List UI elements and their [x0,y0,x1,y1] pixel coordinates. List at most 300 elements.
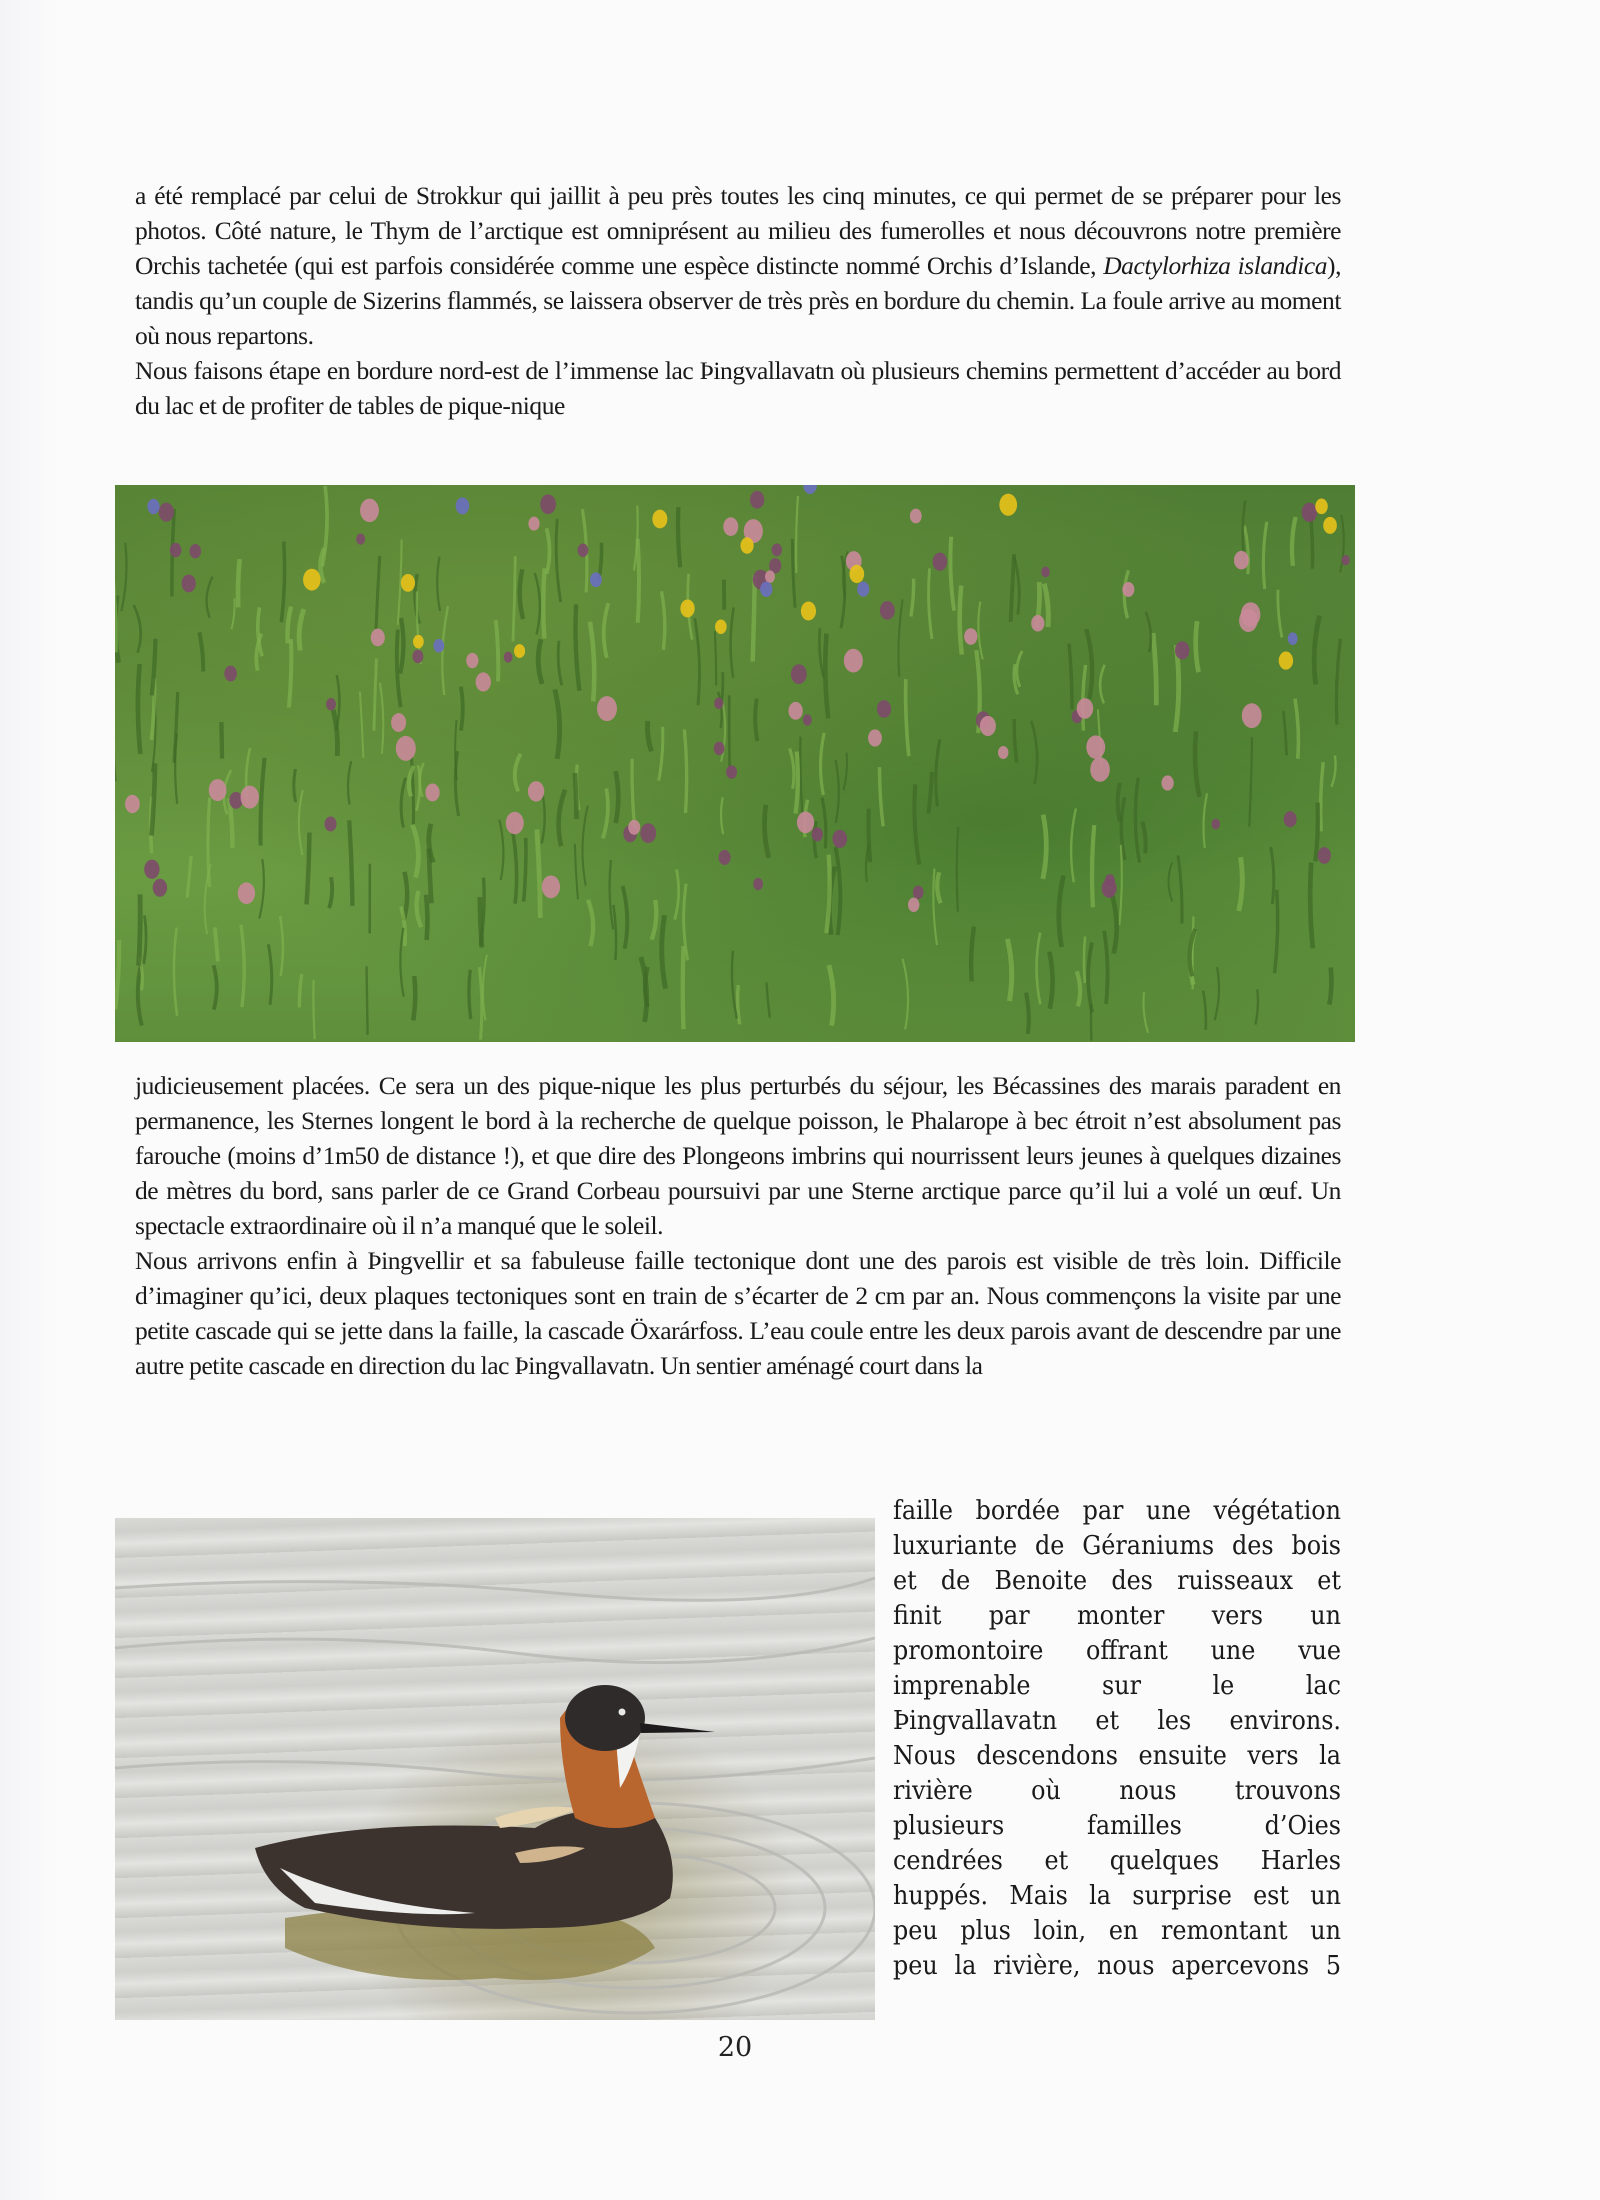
foliage-stroke [208,798,210,887]
word: le [1212,1670,1235,1701]
flower-purple [325,816,337,831]
word: les [1157,1705,1192,1736]
foliage-stroke [538,639,542,684]
foliage-stroke [221,722,222,759]
flower-yellow [1279,652,1293,670]
foliage-stroke [417,891,422,927]
flower-purple [182,575,196,593]
flower-pink [723,517,738,536]
flower-yellow [715,620,727,634]
foliage-stroke [461,687,463,731]
foliage-stroke [792,539,795,608]
foliage-stroke [868,809,870,862]
word: quelques [1109,1845,1220,1876]
word: la [954,1950,977,1981]
foliage-stroke [520,569,523,619]
foliage-stroke [1153,633,1156,705]
foliage-stroke [1077,971,1080,1006]
flower-purple [1041,567,1050,578]
flower-purple [224,666,237,682]
flower-blue [1288,632,1298,645]
bird-eye [619,1709,626,1716]
foliage-stroke [1283,711,1286,755]
word: lac [1305,1670,1341,1701]
word: surprise [1132,1880,1232,1911]
foliage-stroke [1011,554,1014,622]
foliage-stroke [144,915,146,964]
foliage-stroke [313,980,314,1039]
word: imprenable [893,1670,1031,1701]
word: vers [1211,1600,1263,1631]
flower-pink [371,629,385,647]
flower-pink [241,786,259,809]
foliage-stroke [950,537,954,611]
word: familles [1087,1810,1182,1841]
foliage-stroke [499,820,503,880]
word: finit [893,1600,942,1631]
foliage-stroke [1086,629,1092,699]
side-text-line [893,1563,1341,1598]
foliage-stroke [455,720,457,780]
foliage-stroke [412,825,418,878]
bird-head [565,1685,645,1751]
foliage-stroke [469,970,471,1019]
flower-pink [1242,703,1262,728]
foliage-stroke [376,556,380,629]
foliage-stroke [825,634,828,719]
foliage-stroke [543,568,544,638]
phalarope-photo [115,1518,875,2020]
word: offrant [1086,1635,1168,1666]
foliage-stroke [187,856,191,898]
foliage-stroke [575,844,578,899]
foliage-stroke [1071,808,1076,882]
flower-purple [753,878,763,890]
foliage-stroke [289,639,291,708]
foliage-stroke [559,790,565,846]
foliage-stroke [238,559,240,607]
flower-pink [238,882,255,904]
flower-purple [750,491,764,509]
word: par [1082,1495,1124,1526]
side-text-line [893,1738,1341,1773]
foliage-stroke [199,632,203,671]
word: promontoire [893,1635,1044,1666]
flower-yellow [801,602,816,621]
flower-purple [714,698,723,709]
foliage-stroke [1332,756,1336,787]
flower-pink [628,820,640,835]
word: de [940,1565,971,1596]
flower-yellow [1323,517,1337,534]
foliage-stroke [732,951,737,1019]
flower-purple [772,543,782,556]
foliage-stroke [1037,933,1041,1005]
foliage-stroke [294,769,296,802]
flower-blue [590,572,602,587]
paragraph-thingvallavatn [135,353,1341,423]
side-text-line [893,1598,1341,1633]
word: Harles [1260,1845,1341,1876]
word: bois [1291,1530,1341,1561]
word: luxuriante [893,1530,1018,1561]
word: loin, [1033,1915,1087,1946]
foliage-stroke [971,927,974,982]
foliage-stroke [546,528,549,574]
flower-pink [1090,757,1110,782]
flower-pink [1234,551,1249,570]
flower-pink [396,736,416,761]
flower-purple [1302,503,1317,522]
foliage-stroke [1017,651,1022,687]
foliage-stroke [1239,857,1243,911]
foliage-stroke [1014,719,1016,763]
side-text-line [893,1633,1341,1668]
foliage-stroke [329,877,332,908]
foliage-stroke [333,710,337,756]
flower-purple [326,698,336,710]
flower-purple [153,879,167,897]
flower-purple [504,652,513,663]
foliage-stroke [647,721,651,751]
word: un [1310,1915,1341,1946]
foliage-stroke [1278,590,1282,638]
flower-yellow [849,565,864,583]
foliage-stroke [322,486,327,566]
word: Benoite [994,1565,1088,1596]
paragraph-text: judicieusement placées. Ce sera un des pique-nique les plus perturbés du séjour, les Bécassines des marais paradent en permanence, les Sternes longent le bord à la recherche de quelque poisson, le Phalarope à bec étroit n’est absolument pas farouche (moins d’1m50 de distance !), et que dire des Plongeons imbrins qui nourrissent leurs jeunes à quelques dizaines de mètres du bord, sans parler de ce Grand Corbeau poursuivi par une Sterne arctique parce qu’il lui a volé un œuf. Un spectacle extraordinaire où il n’a manqué que le soleil. [135,1071,1341,1240]
foliage-stroke [1314,616,1319,685]
foliage-stroke [731,608,734,678]
foliage-stroke [360,692,363,758]
foliage-stroke [1336,639,1340,725]
foliage-stroke [511,824,516,903]
foliage-stroke [843,753,847,791]
foliage-stroke [413,976,415,1020]
flower-purple [812,827,823,841]
foliage-stroke [1059,876,1064,948]
flower-pink [597,696,617,721]
foliage-stroke [555,689,560,758]
flower-purple [913,886,924,899]
foliage-stroke [1175,645,1178,732]
side-paragraph [893,1493,1341,1983]
paragraph-text-continued: ), tandis qu’un couple de Sizerins flammés, se laissera observer de très près en bordure du chemin. La foule arrive au moment où nous repartons. [135,251,1342,350]
foliage-stroke [800,737,802,813]
flower-purple [170,543,182,557]
paragraph-text: Nous faisons étape en bordure nord-est de l’immense lac Þingvallavatn où plusieurs chemins permettent d’accéder au bord du lac et de profiter de tables de pique-nique [135,356,1341,420]
foliage-stroke [175,733,177,803]
flower-purple [1102,879,1117,898]
foliage-stroke [151,763,155,835]
foliage-stroke [515,754,521,792]
flower-purple [880,601,895,620]
foliage-stroke [715,631,716,685]
foliage-stroke [121,543,126,611]
flower-purple [933,553,948,571]
page-number: 20 [717,2032,753,2063]
foliage-stroke [138,664,140,754]
foliage-stroke [401,778,405,828]
text-block-middle [135,1068,1341,1383]
foliage-stroke [766,982,769,1017]
foliage-stroke [496,620,499,681]
foliage-stroke [1295,699,1298,759]
word: environs. [1229,1705,1341,1736]
flower-purple [540,494,556,514]
foliage-stroke [1069,644,1072,710]
foliage-stroke [1310,514,1312,569]
foliage-stroke [299,790,303,855]
word: monter [1077,1600,1165,1631]
foliage-stroke [535,573,540,634]
foliage-stroke [400,618,403,674]
word: Nous [893,1740,956,1771]
foliage-stroke [299,609,304,650]
foliage-stroke [576,604,580,690]
foliage-stroke [1255,989,1258,1024]
foliage-stroke [835,760,838,823]
flower-yellow [740,537,753,553]
foliage-stroke [1031,721,1037,784]
foliage-stroke [613,905,616,960]
flower-pink [528,781,544,801]
foliage-stroke [675,869,679,919]
word: où [1031,1775,1061,1806]
paragraph-text: Nous arrivons enfin à Þingvellir et sa fabuleuse faille tectonique dont une des parois est visible de très loin. Difficile d’imaginer qu’ici, deux plaques tectoniques sont en train de s’écarter de 2 cm par an. Nous commençons la visite par une petite cascade qui se jette dans la faille, la cascade Öxarárfoss. L’eau coule entre les deux parois avant de descendre par une autre petite cascade en direction du lac Þingvallavatn. Un sentier aménagé court dans la [135,1246,1341,1380]
flower-pink [425,784,439,802]
flower-blue [760,582,772,597]
word: la [1319,1740,1341,1771]
foliage-stroke [1026,993,1029,1034]
flower-purple [356,533,365,544]
flower-pink [466,653,478,668]
flower-pink [1086,735,1105,759]
foliage-stroke [604,603,609,658]
word: par [988,1600,1030,1631]
foliage-stroke [929,772,933,813]
foliage-stroke [374,659,377,731]
flower-pink [391,713,406,732]
side-text-line [893,1703,1341,1738]
word: rivière, [993,1950,1081,1981]
text-block-top [135,178,1341,423]
foliage-stroke [914,784,919,864]
foliage-stroke [437,557,440,611]
word: faille [893,1495,954,1526]
foliage-stroke [957,827,958,912]
foliage-stroke [937,872,940,903]
flower-purple [1342,555,1350,565]
flower-purple [877,700,891,718]
flower-pink [788,702,802,720]
foliage-stroke [1146,612,1151,652]
foliage-stroke [349,820,352,906]
flower-pink [964,628,977,645]
species-latin-name: Dactylorhiza islandica [1103,251,1328,280]
word: huppés. [893,1880,989,1911]
flower-purple [189,544,200,558]
foliage-stroke [721,797,723,834]
foliage-stroke [232,598,235,629]
flower-purple [832,830,847,848]
foliage-stroke [1135,778,1139,863]
flower-purple [1175,641,1189,659]
foliage-stroke [1092,825,1094,907]
foliage-stroke [588,900,593,946]
flower-pink [765,570,775,583]
word: cendrées [893,1845,1003,1876]
side-text-line [893,1843,1341,1878]
foliage-stroke [241,925,244,1007]
foliage-stroke [929,568,932,639]
foliage-stroke [978,602,982,660]
flower-purple [412,650,423,664]
foliage-stroke [1084,937,1085,983]
foliage-stroke [1088,942,1092,1012]
word: descendons [976,1740,1118,1771]
foliage-stroke [558,641,562,686]
flower-pink [542,875,560,898]
flower-pink [1031,615,1044,632]
flower-purple [144,860,159,879]
flower-pink [476,672,491,691]
foliage-stroke [1271,847,1274,904]
foliage-stroke [678,507,680,567]
word: plusieurs [893,1810,1005,1841]
word: bordée [975,1495,1061,1526]
foliage-stroke [537,829,540,917]
word: d’Oies [1264,1810,1341,1841]
foliage-stroke [1292,517,1296,566]
foliage-stroke [380,683,383,754]
foliage-stroke [426,895,427,940]
foliage-stroke [268,944,271,1004]
page-edge-shadow [0,0,60,2200]
foliage-stroke [1310,863,1313,949]
foliage-stroke [1275,890,1278,973]
foliage-stroke [1110,890,1116,954]
flower-blue [433,639,444,653]
foliage-stroke [638,539,639,623]
word: un [1310,1600,1341,1631]
foliage-stroke [134,605,141,653]
foliage-stroke [1195,732,1199,797]
flower-yellow [514,644,525,658]
flower-purple [640,823,656,843]
foliage-stroke [826,855,829,934]
word: est [1253,1880,1289,1911]
flower-pink [998,746,1008,759]
foliage-stroke [287,606,291,643]
foliage-stroke [575,773,577,819]
foliage-stroke [632,759,635,829]
flower-pink [980,716,996,736]
foliage-stroke [652,900,657,940]
flower-yellow [652,510,667,529]
foliage-stroke [1315,803,1318,862]
foliage-stroke [1203,991,1206,1030]
flower-purple [1212,819,1220,830]
flower-pink [360,499,379,523]
word: en [1108,1915,1139,1946]
foliage-stroke [281,542,284,623]
foliage-stroke [1049,952,1052,1009]
word: Þingvallavatn [893,1705,1058,1736]
foliage-stroke [259,859,264,919]
flower-purple [1318,847,1331,864]
word: et [1317,1565,1341,1596]
foliage-stroke [603,788,608,838]
flower-purple [229,792,242,809]
foliage-stroke [115,940,119,1009]
foliage-stroke [1196,621,1199,672]
foliage-stroke [307,833,310,905]
word: vue [1298,1635,1341,1666]
foliage-stroke [695,618,700,705]
flower-purple [1284,811,1297,827]
foliage-stroke [299,974,301,1007]
flower-yellow [999,494,1017,516]
word: sur [1102,1670,1142,1701]
flower-purple [791,664,807,684]
flower-purple [726,765,737,779]
foliage-stroke [524,838,526,902]
foliage-stroke [1100,665,1105,704]
word: ensuite [1138,1740,1227,1771]
flower-blue [857,582,869,597]
side-text-line [893,1913,1341,1948]
word: Géraniums [1082,1530,1215,1561]
flower-pink [1239,609,1258,632]
foliage-stroke [835,847,840,935]
flower-pink [868,729,882,746]
word: végétation [1213,1495,1341,1526]
word: apercevons [1171,1950,1310,1981]
word: peu [893,1950,938,1981]
foliage-stroke [115,575,116,652]
foliage-stroke [1142,822,1145,854]
foliage-stroke [753,575,755,661]
foliage-stroke [556,519,561,602]
foliage-stroke [174,928,177,1016]
foliage-stroke [1215,967,1219,1020]
foliage-stroke [683,946,684,1029]
flower-pink [1122,582,1134,597]
side-text-line [893,1773,1341,1808]
word: remontant [1161,1915,1288,1946]
flower-pink [1077,698,1093,719]
foliage-stroke [1007,939,1011,1001]
foliage-stroke [684,730,686,813]
foliage-stroke [623,886,628,949]
flower-purple [714,742,725,755]
foliage-stroke [1321,762,1324,831]
flower-yellow [1315,499,1328,515]
flower-pink [844,649,863,673]
flower-yellow [401,574,415,592]
foliage-stroke [1043,815,1046,879]
flower-blue [147,499,159,514]
foliage-stroke [1203,793,1207,848]
foliage-stroke [348,761,351,804]
flower-purple [159,503,174,522]
flower-pink [1162,775,1174,790]
foliage-stroke [829,965,834,1025]
foliage-stroke [139,894,141,965]
flower-yellow [303,569,320,591]
phalarope-scene [115,1518,875,2020]
